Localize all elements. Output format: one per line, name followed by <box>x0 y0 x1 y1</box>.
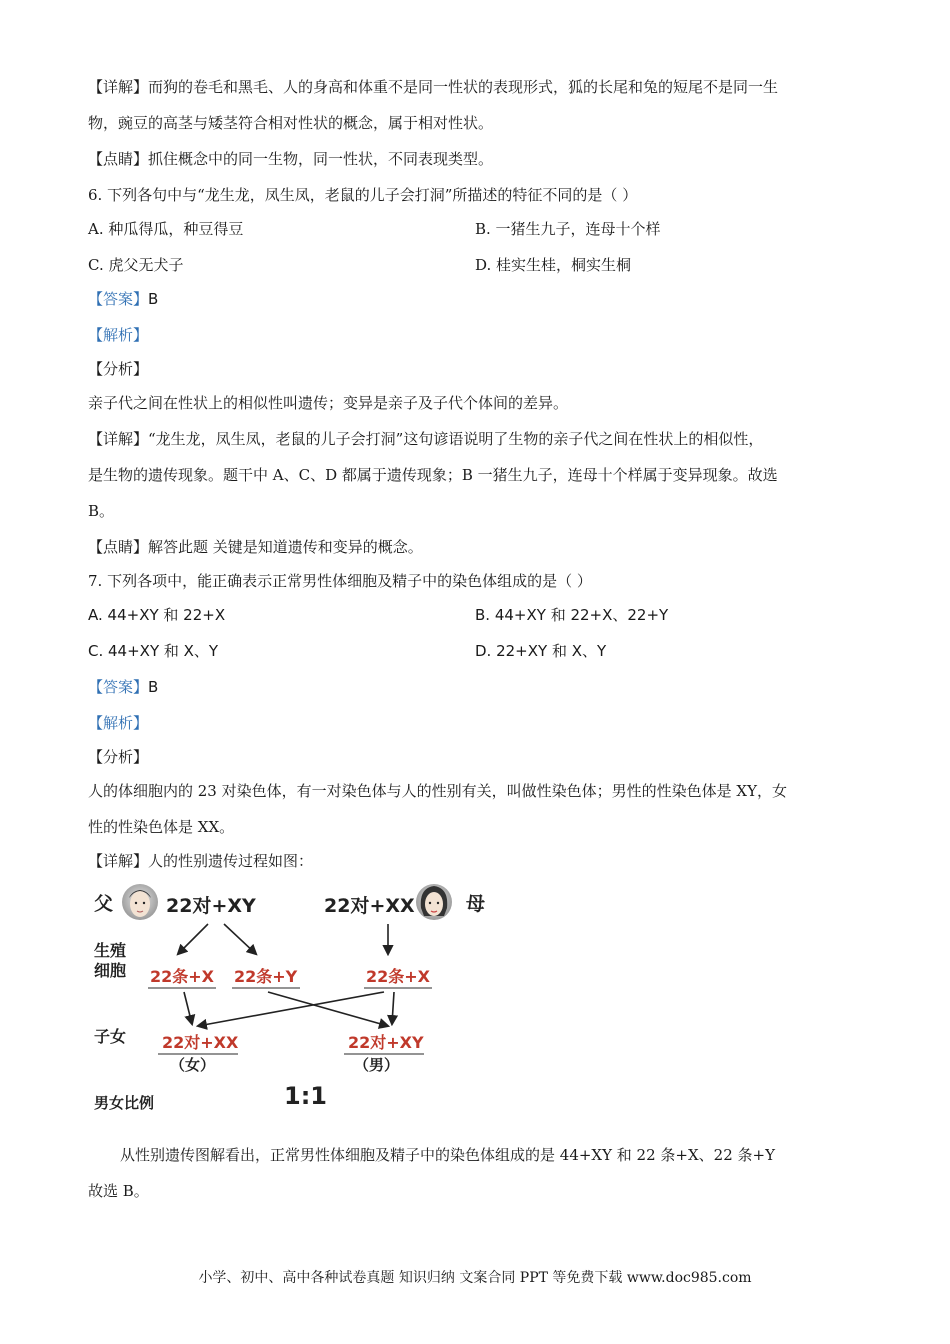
daughter-label: （女） <box>170 1056 216 1074</box>
q6-option-a: A. 种瓜得瓜，种豆得豆 <box>88 220 244 238</box>
sex-inheritance-diagram <box>88 874 498 1124</box>
sperm-x: 22条+X <box>150 967 215 986</box>
ratio-row-label: 男女比例 <box>94 1094 155 1112</box>
son-label: （男） <box>354 1056 400 1074</box>
child-row-label: 子女 <box>94 1027 127 1046</box>
q6-xiangjie-line: 【详解】“龙生龙，凤生凤，老鼠的儿子会打洞”这句谚语说明了生物的亲子代之间在性状上的相似性， <box>88 430 764 448</box>
q7-option-c: C. 44+XY 和 X、Y <box>88 642 219 660</box>
question-6-stem: 6. 下列各句中与“龙生龙，凤生凤，老鼠的儿子会打洞”所描述的特征不同的是（ ） <box>88 186 638 204</box>
egg-x: 22条+X <box>366 967 431 986</box>
q6-jiexi-tag: 【解析】 <box>88 326 149 344</box>
q6-option-b: B. 一猪生九子，连母十个样 <box>475 220 661 238</box>
answer-tag: 【答案】 <box>88 290 149 308</box>
q6-fenxi-tag: 【分析】 <box>88 360 149 378</box>
q6-option-c: C. 虎父无犬子 <box>88 256 184 274</box>
q7-fenxi-line: 性的性染色体是 XX。 <box>88 818 235 836</box>
page-footer: 小学、初中、高中各种试卷真题 知识归纳 文案合同 PPT 等免费下载 www.doc985.com <box>198 1270 752 1286</box>
q6-answer <box>88 288 158 310</box>
gamete-row-label: 细胞 <box>94 961 127 980</box>
q6-fenxi-text: 亲子代之间在性状上的相似性叫遗传；变异是亲子及子代个体间的差异。 <box>88 394 569 412</box>
answer-tag: 【答案】 <box>88 678 149 696</box>
q6-dianjing: 【点睛】解答此题 关键是知道遗传和变异的概念。 <box>88 538 423 556</box>
q6-xiangjie-line: 是生物的遗传现象。题干中 A、C、D 都属于遗传现象；B 一猪生九子，连母十个样属于变异现象。故选 <box>88 466 778 484</box>
answer-value: B <box>148 290 159 308</box>
q7-option-d: D. 22+XY 和 X、Y <box>475 642 607 660</box>
q7-conclusion: 从性别遗传图解看出，正常男性体细胞及精子中的染色体组成的是 44+XY 和 22 条+X、22 条+Y <box>120 1146 775 1164</box>
text-line: 【点睛】抓住概念中的同一生物，同一性状，不同表现类型。 <box>88 150 494 168</box>
sex-ratio: 1:1 <box>284 1082 327 1110</box>
son-chromosomes: 22对+XY <box>348 1033 424 1052</box>
q6-xiangjie-line: B。 <box>88 502 115 520</box>
daughter-chromosomes: 22对+XX <box>162 1033 239 1052</box>
q7-guxuan: 故选 B。 <box>88 1182 149 1200</box>
q7-option-b: B. 44+XY 和 22+X、22+Y <box>475 606 669 624</box>
q7-answer <box>88 676 158 698</box>
father-face-icon <box>122 884 158 920</box>
father-chromosomes: 22对+XY <box>166 895 256 917</box>
text-line: 【详解】而狗的卷毛和黑毛、人的身高和体重不是同一性状的表现形式，狐的长尾和兔的短尾不是同一生 <box>88 78 779 96</box>
sperm-y: 22条+Y <box>234 967 298 986</box>
q6-option-d: D. 桂实生桂，桐实生桐 <box>475 256 632 274</box>
text-line: 物，豌豆的高茎与矮茎符合相对性状的概念，属于相对性状。 <box>88 114 494 132</box>
gamete-row-label: 生殖 <box>94 941 127 960</box>
q7-fenxi-line: 人的体细胞内的 23 对染色体，有一对染色体与人的性别有关，叫做性染色体；男性的性染色体是 XY，女 <box>88 782 787 800</box>
q7-jiexi-tag: 【解析】 <box>88 714 149 732</box>
mother-chromosomes: 22对+XX <box>324 895 415 917</box>
q7-option-a: A. 44+XY 和 22+X <box>88 606 226 624</box>
q7-fenxi-tag: 【分析】 <box>88 748 149 766</box>
mother-face-icon <box>416 884 452 920</box>
mother-label: 母 <box>466 893 486 915</box>
q7-xiangjie: 【详解】人的性别遗传过程如图： <box>88 852 314 870</box>
question-7-stem: 7. 下列各项中，能正确表示正常男性体细胞及精子中的染色体组成的是（ ） <box>88 572 592 590</box>
father-label: 父 <box>94 893 114 915</box>
answer-value: B <box>148 678 159 696</box>
